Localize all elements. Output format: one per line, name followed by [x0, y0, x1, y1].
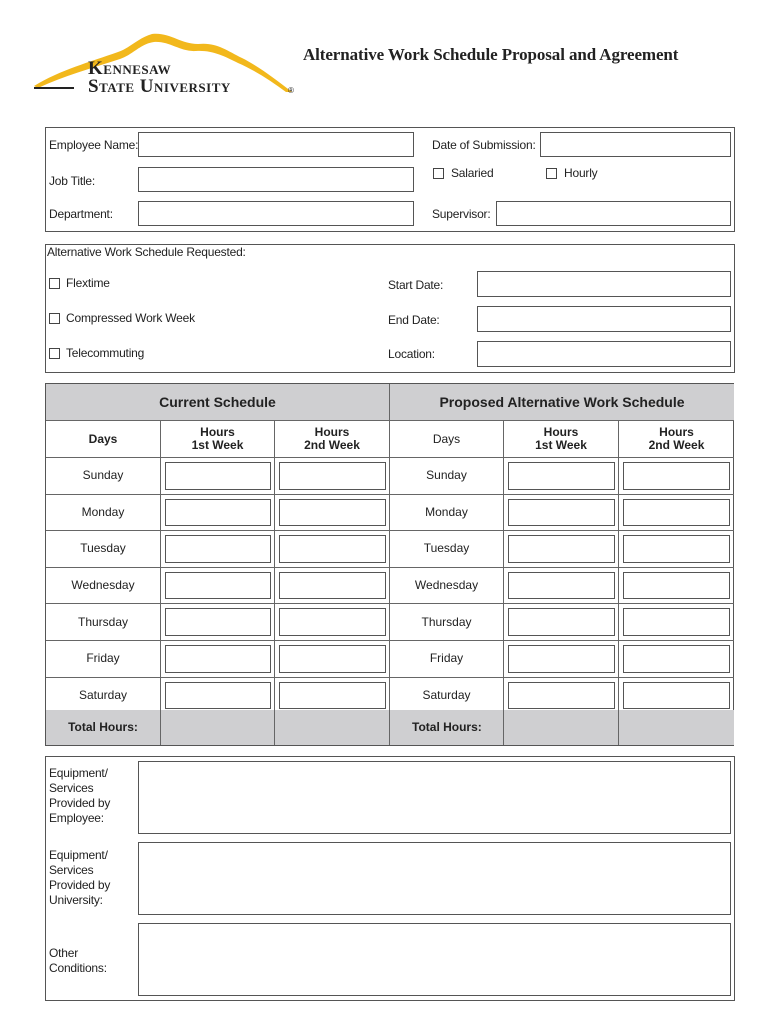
logo-text-kennesaw: Kennesaw	[88, 58, 172, 79]
proposed-cell-thursday-week2	[619, 604, 734, 641]
location-label: Location:	[388, 347, 435, 361]
proposed-hours-friday-week2-input[interactable]	[623, 645, 730, 673]
proposed-day-tuesday: Tuesday	[390, 531, 504, 568]
flextime-checkbox[interactable]	[49, 278, 60, 289]
current-cell-saturday-week1	[161, 678, 275, 715]
compressed-week-checkbox[interactable]	[49, 313, 60, 324]
proposed-total-label: Total Hours:	[390, 710, 504, 745]
proposed-cell-sunday-week1	[504, 458, 619, 495]
proposed-hours-saturday-week2-input[interactable]	[623, 682, 730, 710]
current-days-header: Days	[46, 421, 161, 458]
university-logo	[30, 30, 300, 102]
current-cell-saturday-week2	[275, 678, 390, 715]
proposed-total-week2	[619, 710, 734, 745]
current-hours-friday-week2-input[interactable]	[279, 645, 386, 673]
telecommuting-label: Telecommuting	[66, 346, 145, 360]
current-day-friday: Friday	[46, 641, 161, 678]
current-hours-thursday-week1-input[interactable]	[165, 608, 271, 636]
current-hours-tuesday-week2-input[interactable]	[279, 535, 386, 563]
current-cell-monday-week1	[161, 495, 275, 532]
hourly-label: Hourly	[564, 166, 598, 180]
other-conditions-field[interactable]	[138, 923, 731, 996]
employee-name-field[interactable]	[138, 132, 414, 157]
salaried-label: Salaried	[451, 166, 494, 180]
proposed-days-header: Days	[390, 421, 504, 458]
proposed-day-monday: Monday	[390, 495, 504, 532]
start-date-label: Start Date:	[388, 278, 444, 292]
current-total-week1	[161, 710, 275, 745]
flextime-label: Flextime	[66, 276, 110, 290]
current-day-wednesday: Wednesday	[46, 568, 161, 605]
end-date-field[interactable]	[477, 306, 731, 332]
current-hours-saturday-week2-input[interactable]	[279, 682, 386, 710]
employee-equipment-label: Equipment/ Services Provided by Employee:	[49, 766, 111, 825]
current-hours-sunday-week1-input[interactable]	[165, 462, 271, 490]
university-equipment-field[interactable]	[138, 842, 731, 915]
start-date-field[interactable]	[477, 271, 731, 297]
proposed-cell-monday-week1	[504, 495, 619, 532]
proposed-cell-wednesday-week1	[504, 568, 619, 605]
current-cell-sunday-week2	[275, 458, 390, 495]
proposed-hours2-header: Hours 2nd Week	[619, 421, 734, 458]
proposed-hours-tuesday-week1-input[interactable]	[508, 535, 615, 563]
proposed-day-sunday: Sunday	[390, 458, 504, 495]
current-cell-thursday-week2	[275, 604, 390, 641]
proposed-cell-saturday-week2	[619, 678, 734, 715]
proposed-hours-monday-week1-input[interactable]	[508, 499, 615, 527]
current-cell-sunday-week1	[161, 458, 275, 495]
current-cell-tuesday-week1	[161, 531, 275, 568]
logo-text-state-university: State University	[88, 76, 231, 97]
proposed-hours-monday-week2-input[interactable]	[623, 499, 730, 527]
schedule-table	[45, 383, 734, 746]
proposed-cell-thursday-week1	[504, 604, 619, 641]
current-cell-friday-week1	[161, 641, 275, 678]
job-title-label: Job Title:	[49, 174, 96, 188]
proposed-cell-monday-week2	[619, 495, 734, 532]
proposed-day-thursday: Thursday	[390, 604, 504, 641]
employee-name-label: Employee Name:	[49, 138, 139, 152]
current-hours-saturday-week1-input[interactable]	[165, 682, 271, 710]
current-hours-monday-week2-input[interactable]	[279, 499, 386, 527]
submission-date-field[interactable]	[540, 132, 731, 157]
university-equipment-label: Equipment/ Services Provided by University:	[49, 848, 111, 907]
proposed-cell-friday-week2	[619, 641, 734, 678]
submission-date-label: Date of Submission:	[432, 138, 536, 152]
current-day-monday: Monday	[46, 495, 161, 532]
current-hours-friday-week1-input[interactable]	[165, 645, 271, 673]
current-total-label: Total Hours:	[46, 710, 161, 745]
current-cell-tuesday-week2	[275, 531, 390, 568]
end-date-label: End Date:	[388, 313, 440, 327]
proposed-cell-sunday-week2	[619, 458, 734, 495]
proposed-hours-saturday-week1-input[interactable]	[508, 682, 615, 710]
current-day-sunday: Sunday	[46, 458, 161, 495]
current-total-week2	[275, 710, 390, 745]
proposed-hours-friday-week1-input[interactable]	[508, 645, 615, 673]
proposed-day-saturday: Saturday	[390, 678, 504, 715]
proposed-hours1-header: Hours 1st Week	[504, 421, 619, 458]
supervisor-label: Supervisor:	[432, 207, 491, 221]
current-day-tuesday: Tuesday	[46, 531, 161, 568]
current-schedule-header: Current Schedule	[46, 384, 390, 421]
hourly-checkbox[interactable]	[546, 168, 557, 179]
proposed-hours-wednesday-week2-input[interactable]	[623, 572, 730, 600]
current-cell-friday-week2	[275, 641, 390, 678]
logo-registered-mark: ®	[288, 86, 294, 95]
proposed-cell-tuesday-week1	[504, 531, 619, 568]
current-hours-wednesday-week1-input[interactable]	[165, 572, 271, 600]
employee-equipment-field[interactable]	[138, 761, 731, 834]
compressed-week-label: Compressed Work Week	[66, 311, 195, 325]
current-cell-thursday-week1	[161, 604, 275, 641]
proposed-hours-thursday-week2-input[interactable]	[623, 608, 730, 636]
other-conditions-label: Other Conditions:	[49, 946, 107, 975]
department-field[interactable]	[138, 201, 414, 226]
current-cell-wednesday-week2	[275, 568, 390, 605]
current-hours-tuesday-week1-input[interactable]	[165, 535, 271, 563]
page-title: Alternative Work Schedule Proposal and Agreement	[303, 45, 679, 64]
schedule-request-heading: Alternative Work Schedule Requested:	[47, 245, 246, 259]
proposed-cell-wednesday-week2	[619, 568, 734, 605]
proposed-cell-saturday-week1	[504, 678, 619, 715]
proposed-schedule-header: Proposed Alternative Work Schedule	[390, 384, 734, 421]
proposed-cell-friday-week1	[504, 641, 619, 678]
current-cell-wednesday-week1	[161, 568, 275, 605]
proposed-total-week1	[504, 710, 619, 745]
current-day-thursday: Thursday	[46, 604, 161, 641]
current-hours-thursday-week2-input[interactable]	[279, 608, 386, 636]
supervisor-field[interactable]	[496, 201, 731, 226]
proposed-hours-sunday-week1-input[interactable]	[508, 462, 615, 490]
current-hours-sunday-week2-input[interactable]	[279, 462, 386, 490]
current-hours1-header: Hours 1st Week	[161, 421, 275, 458]
location-field[interactable]	[477, 341, 731, 367]
current-hours-wednesday-week2-input[interactable]	[279, 572, 386, 600]
current-hours-monday-week1-input[interactable]	[165, 499, 271, 527]
job-title-field[interactable]	[138, 167, 414, 192]
proposed-hours-thursday-week1-input[interactable]	[508, 608, 615, 636]
proposed-hours-wednesday-week1-input[interactable]	[508, 572, 615, 600]
current-cell-monday-week2	[275, 495, 390, 532]
proposed-day-wednesday: Wednesday	[390, 568, 504, 605]
salaried-checkbox[interactable]	[433, 168, 444, 179]
current-hours2-header: Hours 2nd Week	[275, 421, 390, 458]
telecommuting-checkbox[interactable]	[49, 348, 60, 359]
department-label: Department:	[49, 207, 113, 221]
proposed-cell-tuesday-week2	[619, 531, 734, 568]
proposed-hours-tuesday-week2-input[interactable]	[623, 535, 730, 563]
proposed-day-friday: Friday	[390, 641, 504, 678]
current-day-saturday: Saturday	[46, 678, 161, 715]
proposed-hours-sunday-week2-input[interactable]	[623, 462, 730, 490]
